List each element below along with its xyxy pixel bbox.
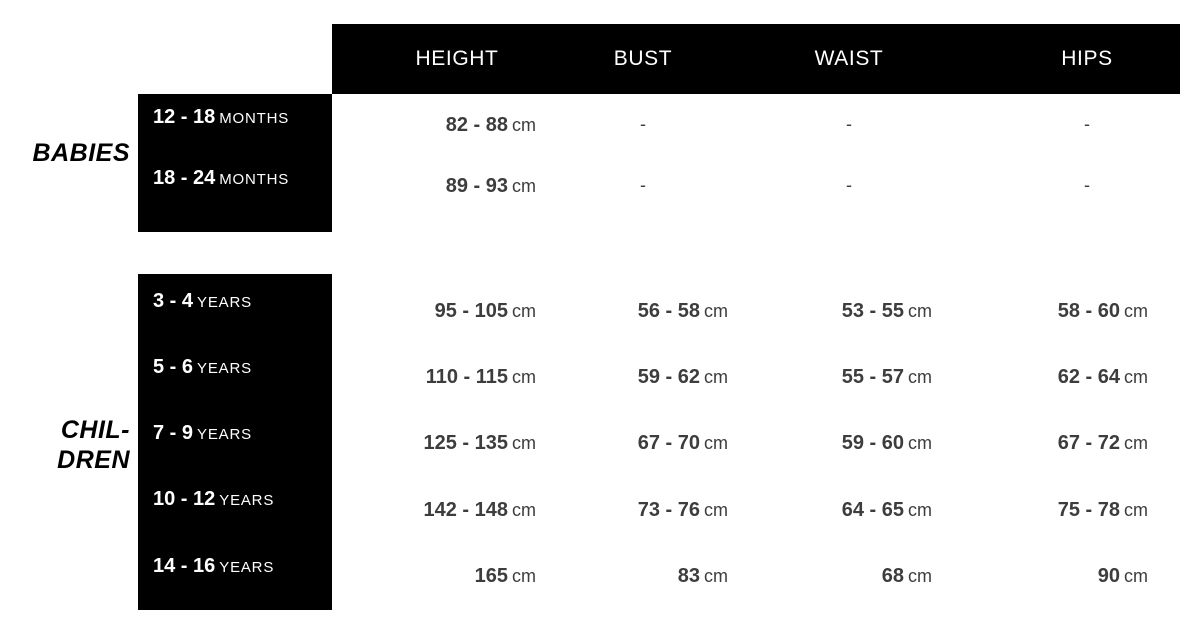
cell-hips [940, 432, 1148, 455]
cell-bust [520, 300, 728, 323]
size-unit: YEARS [219, 492, 275, 509]
column-header-bust: BUST [613, 47, 673, 70]
cell-waist [740, 366, 932, 389]
cell-waist [740, 432, 932, 455]
cell-height [300, 565, 536, 588]
size-range: 12 - 18 [153, 106, 216, 128]
cell-bust-value: 83 [677, 565, 700, 587]
cell-hips-value: 62 - 64 [1057, 366, 1120, 388]
cell-bust-unit: cm [704, 301, 728, 321]
cell-hips-value: - [1084, 114, 1090, 134]
cell-bust-value: - [640, 175, 646, 195]
cell-hips-unit: cm [1124, 367, 1148, 387]
cell-bust-value: 59 - 62 [637, 366, 700, 388]
cell-height-value: 82 - 88 [445, 114, 508, 136]
cell-height-unit: cm [512, 500, 536, 520]
column-header-height: HEIGHT [415, 47, 499, 70]
cell-hips-unit: cm [1124, 566, 1148, 586]
size-range: 5 - 6 [153, 356, 194, 378]
size-unit: MONTHS [219, 171, 290, 188]
cell-bust-unit: cm [704, 566, 728, 586]
size-range: 18 - 24 [153, 167, 216, 189]
cell-waist [704, 175, 994, 196]
size-range: 14 - 16 [153, 555, 216, 577]
cell-height-unit: cm [512, 301, 536, 321]
cell-hips-unit: cm [1124, 301, 1148, 321]
cell-waist-value: 68 [881, 565, 904, 587]
cell-hips-value: - [1084, 175, 1090, 195]
cell-bust [520, 499, 728, 522]
cell-waist-unit: cm [908, 433, 932, 453]
cell-bust-value: 73 - 76 [637, 499, 700, 521]
cell-waist [740, 565, 932, 588]
cell-bust [520, 366, 728, 389]
cell-height [300, 432, 536, 455]
cell-waist-value: 64 - 65 [841, 499, 904, 521]
cell-height [300, 366, 536, 389]
cell-bust [520, 565, 728, 588]
cell-waist-unit: cm [908, 500, 932, 520]
cell-height-unit: cm [512, 433, 536, 453]
group-title-children-line1: CHIL- [60, 416, 130, 444]
group-title-babies: BABIES [32, 139, 130, 167]
cell-hips [994, 114, 1180, 135]
cell-hips-unit: cm [1124, 500, 1148, 520]
cell-bust-value: 67 - 70 [637, 432, 700, 454]
cell-height-unit: cm [512, 367, 536, 387]
cell-waist-unit: cm [908, 301, 932, 321]
size-unit: YEARS [219, 559, 275, 576]
cell-height [300, 499, 536, 522]
cell-waist [740, 499, 932, 522]
cell-waist-value: 53 - 55 [841, 300, 904, 322]
group-title-children-line2: DREN [57, 446, 130, 474]
cell-height-value: 95 - 105 [434, 300, 508, 322]
cell-height-value: 110 - 115 [425, 366, 508, 388]
cell-hips-value: 90 [1097, 565, 1120, 587]
cell-hips-value: 67 - 72 [1057, 432, 1120, 454]
cell-hips-unit: cm [1124, 433, 1148, 453]
cell-waist [740, 300, 932, 323]
size-unit: YEARS [197, 294, 252, 311]
cell-height-value: 125 - 135 [423, 432, 508, 454]
cell-hips [940, 366, 1148, 389]
cell-waist-value: 59 - 60 [841, 432, 904, 454]
cell-height-value: 142 - 148 [423, 499, 508, 521]
cell-hips [940, 300, 1148, 323]
cell-waist-value: - [846, 175, 852, 195]
cell-height [300, 300, 536, 323]
cell-height-unit: cm [512, 176, 536, 196]
cell-hips-value: 75 - 78 [1057, 499, 1120, 521]
cell-waist-unit: cm [908, 566, 932, 586]
group-title-children [0, 415, 130, 475]
cell-height-value: 89 - 93 [445, 175, 508, 197]
size-unit: YEARS [197, 426, 252, 443]
cell-waist-unit: cm [908, 367, 932, 387]
cell-height-unit: cm [512, 115, 536, 135]
cell-bust-unit: cm [704, 500, 728, 520]
cell-waist-value: - [846, 114, 852, 134]
cell-hips-value: 58 - 60 [1057, 300, 1120, 322]
size-unit: MONTHS [219, 110, 290, 127]
column-header-waist: WAIST [814, 47, 884, 70]
cell-hips [940, 565, 1148, 588]
cell-bust-unit: cm [704, 367, 728, 387]
cell-bust-value: - [640, 114, 646, 134]
size-range: 10 - 12 [153, 488, 216, 510]
cell-bust [582, 114, 704, 135]
size-range: 3 - 4 [153, 290, 194, 312]
cell-bust-unit: cm [704, 433, 728, 453]
cell-height [300, 114, 536, 137]
column-header-hips: HIPS [1061, 47, 1113, 70]
size-unit: YEARS [197, 360, 252, 377]
cell-height [300, 175, 536, 198]
cell-bust [582, 175, 704, 196]
cell-bust [520, 432, 728, 455]
cell-waist [704, 114, 994, 135]
cell-bust-value: 56 - 58 [637, 300, 700, 322]
cell-height-value: 165 [474, 565, 508, 587]
cell-waist-value: 55 - 57 [841, 366, 904, 388]
cell-hips [994, 175, 1180, 196]
cell-height-unit: cm [512, 566, 536, 586]
size-range: 7 - 9 [153, 422, 194, 444]
cell-hips [940, 499, 1148, 522]
